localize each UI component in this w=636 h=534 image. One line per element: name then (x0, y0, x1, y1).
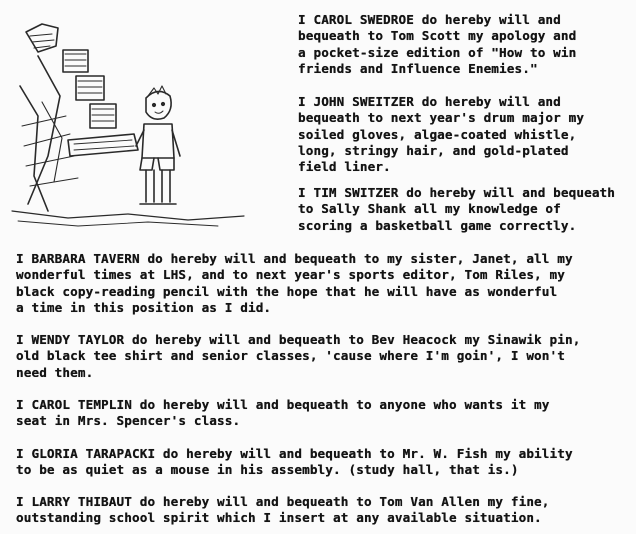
line: outstanding school spirit which I insert at any available situation. (16, 510, 542, 526)
line: friends and Influence Enemies." (298, 60, 538, 76)
line: need them. (16, 364, 94, 380)
will-paragraph-sweitzer (298, 94, 632, 175)
line: old black tee shirt and senior classes, 'cause where I'm goin', I won't (16, 348, 565, 364)
line: I WENDY TAYLOR do hereby will and bequeath to Bev Heacock my Sinawik pin, (16, 332, 581, 347)
will-paragraph-templin (16, 397, 628, 430)
will-paragraph-taylor (16, 332, 628, 381)
line: I GLORIA TARAPACKI do hereby will and bequeath to Mr. W. Fish my ability (16, 446, 573, 461)
line: a pocket-size edition of "How to win (298, 44, 577, 60)
line: soiled gloves, algae-coated whistle, (298, 126, 577, 142)
line: bequeath to next year's drum major my (298, 110, 585, 126)
line: I CAROL TEMPLIN do hereby will and bequeath to anyone who wants it my (16, 397, 550, 412)
line: bequeath to Tom Scott my apology and (298, 28, 577, 44)
sketch-illustration (8, 6, 258, 231)
line: long, stringy hair, and gold-plated (298, 142, 569, 158)
line: to Sally Shank all my knowledge of (298, 201, 561, 217)
line: I JOHN SWEITZER do hereby will and (298, 94, 561, 109)
line: wonderful times at LHS, and to next year's sports editor, Tom Riles, my (16, 267, 565, 283)
line: a time in this position as I did. (16, 299, 272, 315)
line: to be as quiet as a mouse in his assembly. (study hall, that is.) (16, 462, 519, 478)
will-paragraph-thibaut (16, 494, 628, 527)
line: scoring a basketball game correctly. (298, 217, 577, 233)
line: I BARBARA TAVERN do hereby will and bequeath to my sister, Janet, all my (16, 251, 573, 266)
will-paragraph-tarapacki (16, 446, 628, 479)
line: I CAROL SWEDROE do hereby will and (298, 12, 561, 27)
line: field liner. (298, 159, 391, 175)
line: black copy-reading pencil with the hope that he will have as wonderful (16, 283, 558, 299)
line: I TIM SWITZER do hereby will and bequeath (298, 185, 616, 200)
line: I LARRY THIBAUT do hereby will and bequeath to Tom Van Allen my fine, (16, 494, 550, 509)
line: seat in Mrs. Spencer's class. (16, 413, 241, 429)
will-paragraph-switzer (298, 185, 632, 234)
will-paragraph-swedroe (298, 12, 632, 77)
will-paragraph-tavern (16, 251, 628, 316)
